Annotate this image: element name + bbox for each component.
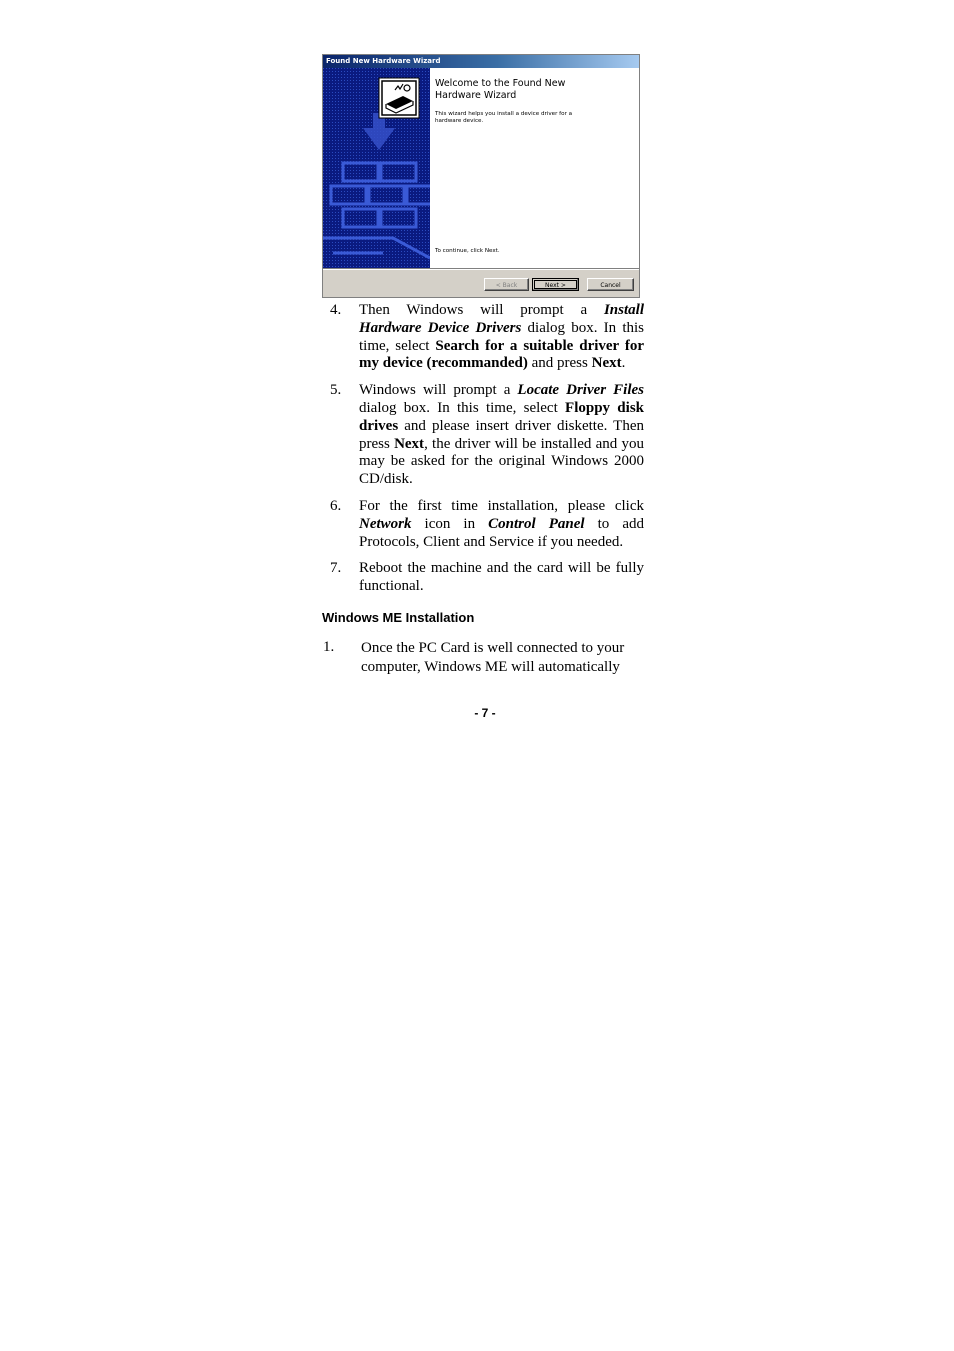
section-heading: Windows ME Installation	[322, 609, 475, 625]
hardware-banner-graphic	[323, 68, 430, 268]
list-item: 1. Once the PC Card is well connected to your computer, Windows ME will automatically	[323, 638, 625, 676]
wizard-continue-text: To continue, click Next.	[435, 248, 500, 254]
hardware-wizard-icon	[379, 78, 419, 118]
page-number: - 7 -	[474, 706, 496, 720]
wizard-heading: Welcome to the Found New Hardware Wizard	[435, 78, 566, 101]
next-button[interactable]: Next >	[532, 278, 579, 291]
list-item: 4. Then Windows will prompt a Install Hardware Device Drivers dialog box. In this time, select Search for a suitable driver for my device (recommanded) and press Next.	[330, 302, 644, 372]
list-item: 7. Reboot the machine and the card will be fully functional.	[330, 560, 644, 595]
wizard-button-bar	[323, 268, 639, 298]
wizard-body	[323, 68, 639, 268]
document-body	[322, 302, 644, 678]
wizard-title-bar: Found New Hardware Wizard	[323, 55, 639, 68]
cancel-button[interactable]: Cancel	[587, 278, 634, 291]
list-item: 6. For the first time installation, please click Network icon in Control Panel to add Protocols, Client and Service if you needed.	[330, 497, 644, 550]
back-button[interactable]: < Back	[484, 278, 529, 291]
list-item: 5. Windows will prompt a Locate Driver Files dialog box. In this time, select Floppy disk drives and please insert driver diskette. Then press Next, the driver will be installed and you may be asked for the original Windows 2000 CD/disk.	[330, 382, 644, 488]
wizard-description: This wizard helps you install a device driver for a hardware device.	[435, 111, 573, 124]
wizard-screenshot	[322, 54, 640, 298]
wizard-side-banner	[323, 68, 430, 268]
wizard-content-panel	[430, 68, 639, 268]
